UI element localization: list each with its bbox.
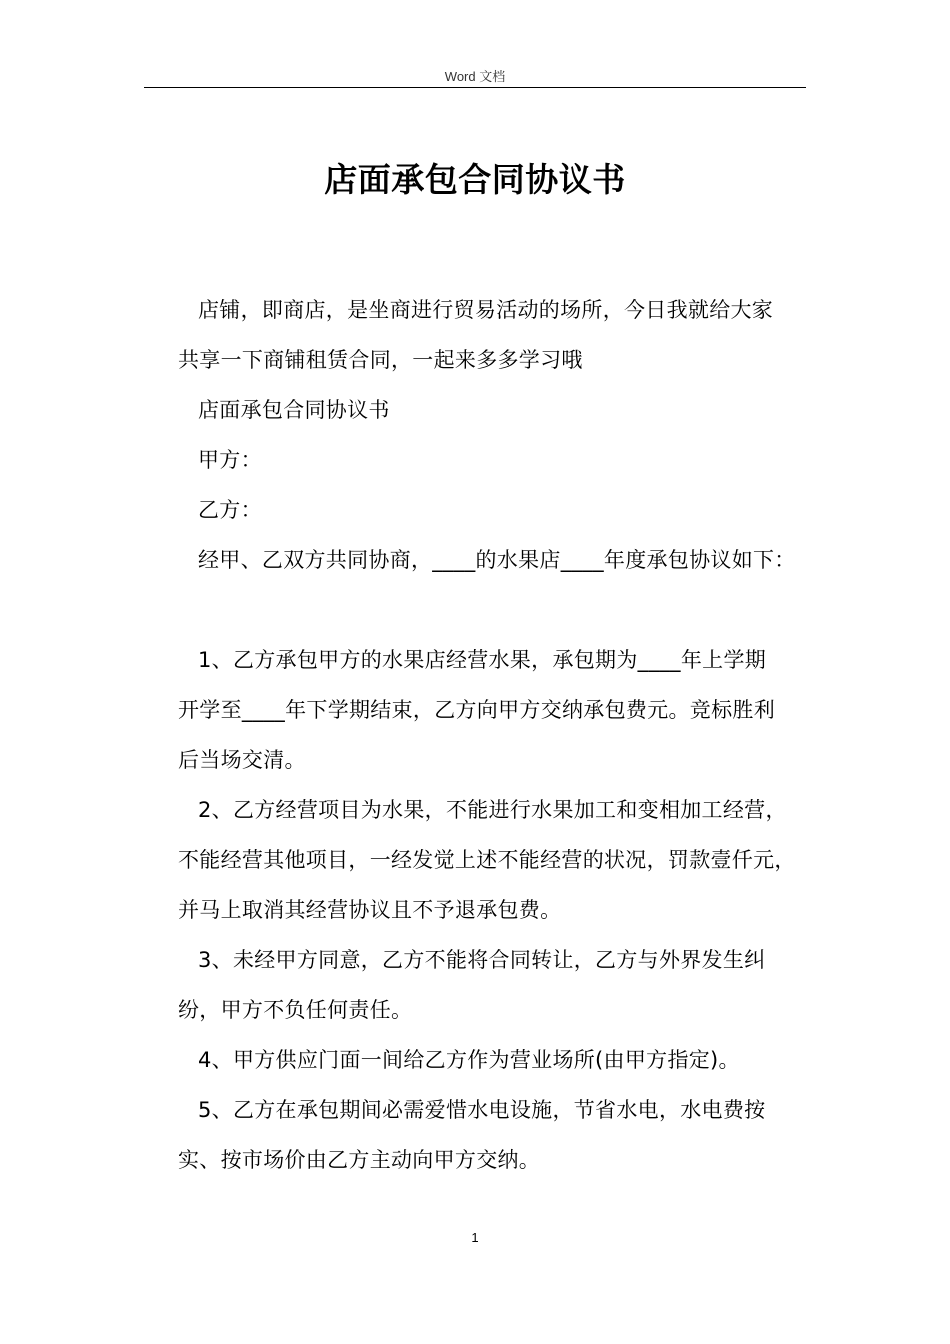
- paragraph-line: 店面承包合同协议书: [198, 398, 390, 422]
- paragraph-line: 店铺，即商店，是坐商进行贸易活动的场所，今日我就给大家: [198, 298, 774, 322]
- paragraph-line: 5、乙方在承包期间必需爱惜水电设施，节省水电，水电费按: [198, 1098, 766, 1122]
- paragraph-line: 实、按市场价由乙方主动向甲方交纳。: [178, 1148, 541, 1172]
- paragraph-line: 甲方：: [198, 448, 262, 472]
- paragraph-line: 经甲、乙双方共同协商，____的水果店____年度承包协议如下：: [198, 548, 796, 572]
- paragraph-line: 开学至____年下学期结束，乙方向甲方交纳承包费元。竞标胜利: [178, 698, 775, 722]
- page-number: 1: [471, 1230, 479, 1245]
- paragraph-line: 并马上取消其经营协议且不予退承包费。: [178, 898, 562, 922]
- paragraph-line: 不能经营其他项目，一经发觉上述不能经营的状况，罚款壹仟元，: [178, 848, 796, 872]
- header-divider: [144, 87, 806, 88]
- paragraph-line: 纷，甲方不负任何责任。: [178, 998, 413, 1022]
- paragraph-line: 乙方：: [198, 498, 262, 522]
- paragraph-line: 1、乙方承包甲方的水果店经营水果，承包期为____年上学期: [198, 648, 767, 672]
- paragraph-line: 3、未经甲方同意，乙方不能将合同转让，乙方与外界发生纠: [198, 948, 766, 972]
- paragraph-line: 2、乙方经营项目为水果，不能进行水果加工和变相加工经营，: [198, 798, 787, 822]
- document-title: 店面承包合同协议书: [324, 160, 626, 199]
- paragraph-line: 4、甲方供应门面一间给乙方作为营业场所(由甲方指定)。: [198, 1048, 740, 1072]
- paragraph-line: 共享一下商铺租赁合同，一起来多多学习哦: [178, 348, 583, 372]
- page-header: Word 文档: [444, 69, 506, 84]
- paragraph-line: 后当场交清。: [178, 748, 306, 772]
